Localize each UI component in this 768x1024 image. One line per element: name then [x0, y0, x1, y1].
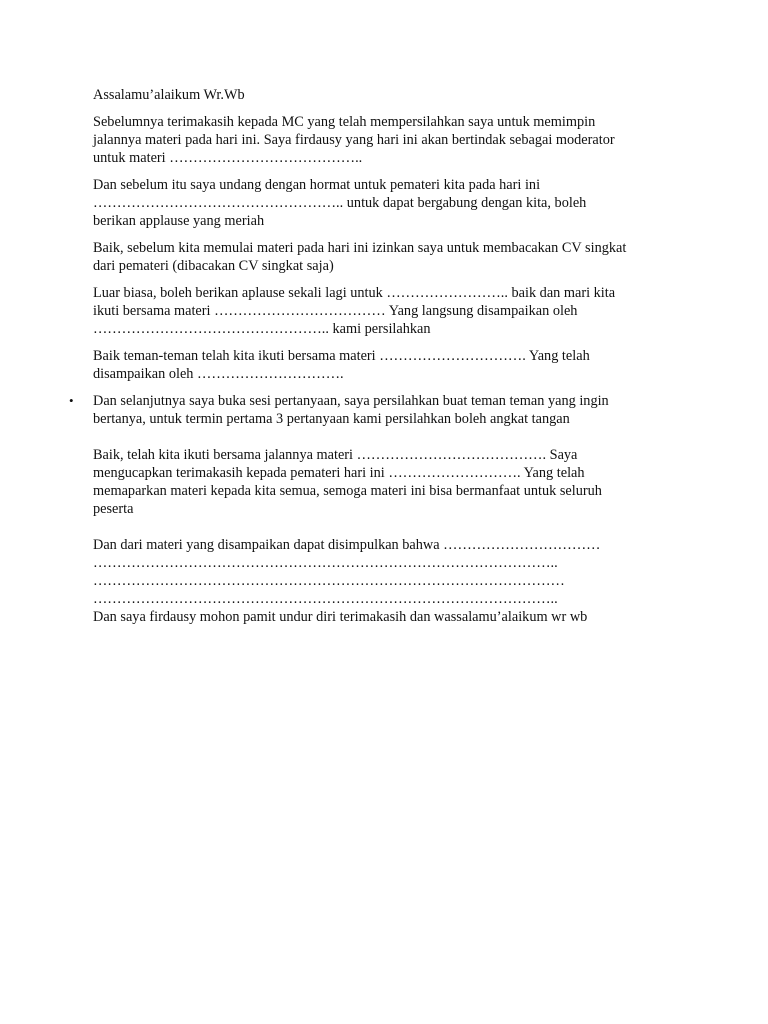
paragraph-applause: Luar biasa, boleh berikan aplause sekali lagi untuk …………………….. baik dan mari kita ikuti bersama materi ……………………………… Yang langsung disampaikan oleh ………………………………………….. kami persilahkan	[93, 285, 616, 337]
paragraph-opening: Sebelumnya terimakasih kepada MC yang telah mempersilahkan saya untuk memimpin jalannya materi pada hari ini. Saya firdausy yang hari ini akan bertindak sebagai moderator untuk materi …………………………………..	[93, 114, 615, 166]
bullet-icon: •	[69, 393, 74, 408]
paragraph-question-session: Dan selanjutnya saya buka sesi pertanyaan, saya persilahkan buat teman teman yang ingin bertanya, untuk termin pertama 3 pertanyaan kami persilahkan boleh angkat tangan	[93, 393, 609, 427]
conclusion-line-3: ……………………………………………………………………………………..	[93, 591, 558, 607]
paragraph-thanks: Baik, telah kita ikuti bersama jalannya materi …………………………………. Saya mengucapkan terimakasih kepada pemateri hari ini ………………………. Yang telah memaparkan materi kepada kita semua, semoga materi ini bisa bermanfaat untuk seluruh peserta	[93, 447, 602, 517]
paragraph-cv: Baik, sebelum kita memulai materi pada hari ini izinkan saya untuk membacakan CV singkat dari pemateri (dibacakan CV singkat saja)	[93, 240, 627, 274]
conclusion-intro: Dan dari materi yang disampaikan dapat disimpulkan bahwa ……………………………	[93, 537, 601, 553]
conclusion-line-2: ………………………………………………………………………………………	[93, 573, 565, 589]
greeting: Assalamu’alaikum Wr.Wb	[93, 87, 245, 103]
blank-line	[93, 518, 683, 536]
paragraph-invite-speaker: Dan sebelum itu saya undang dengan hormat untuk pemateri kita pada hari ini …………………………………………….. untuk dapat bergabung dengan kita, boleh berikan applause yang meriah	[93, 177, 587, 229]
document-page	[69, 86, 683, 626]
farewell: Dan saya firdausy mohon pamit undur diri terimakasih dan wassalamu’alaikum wr wb	[93, 609, 588, 625]
conclusion-line-1: ……………………………………………………………………………………..	[93, 555, 558, 571]
bullet-list-item	[69, 392, 683, 428]
blank-line	[93, 428, 683, 446]
paragraph-followed-material: Baik teman-teman telah kita ikuti bersama materi …………………………. Yang telah disampaikan oleh ………………………….	[93, 348, 590, 382]
